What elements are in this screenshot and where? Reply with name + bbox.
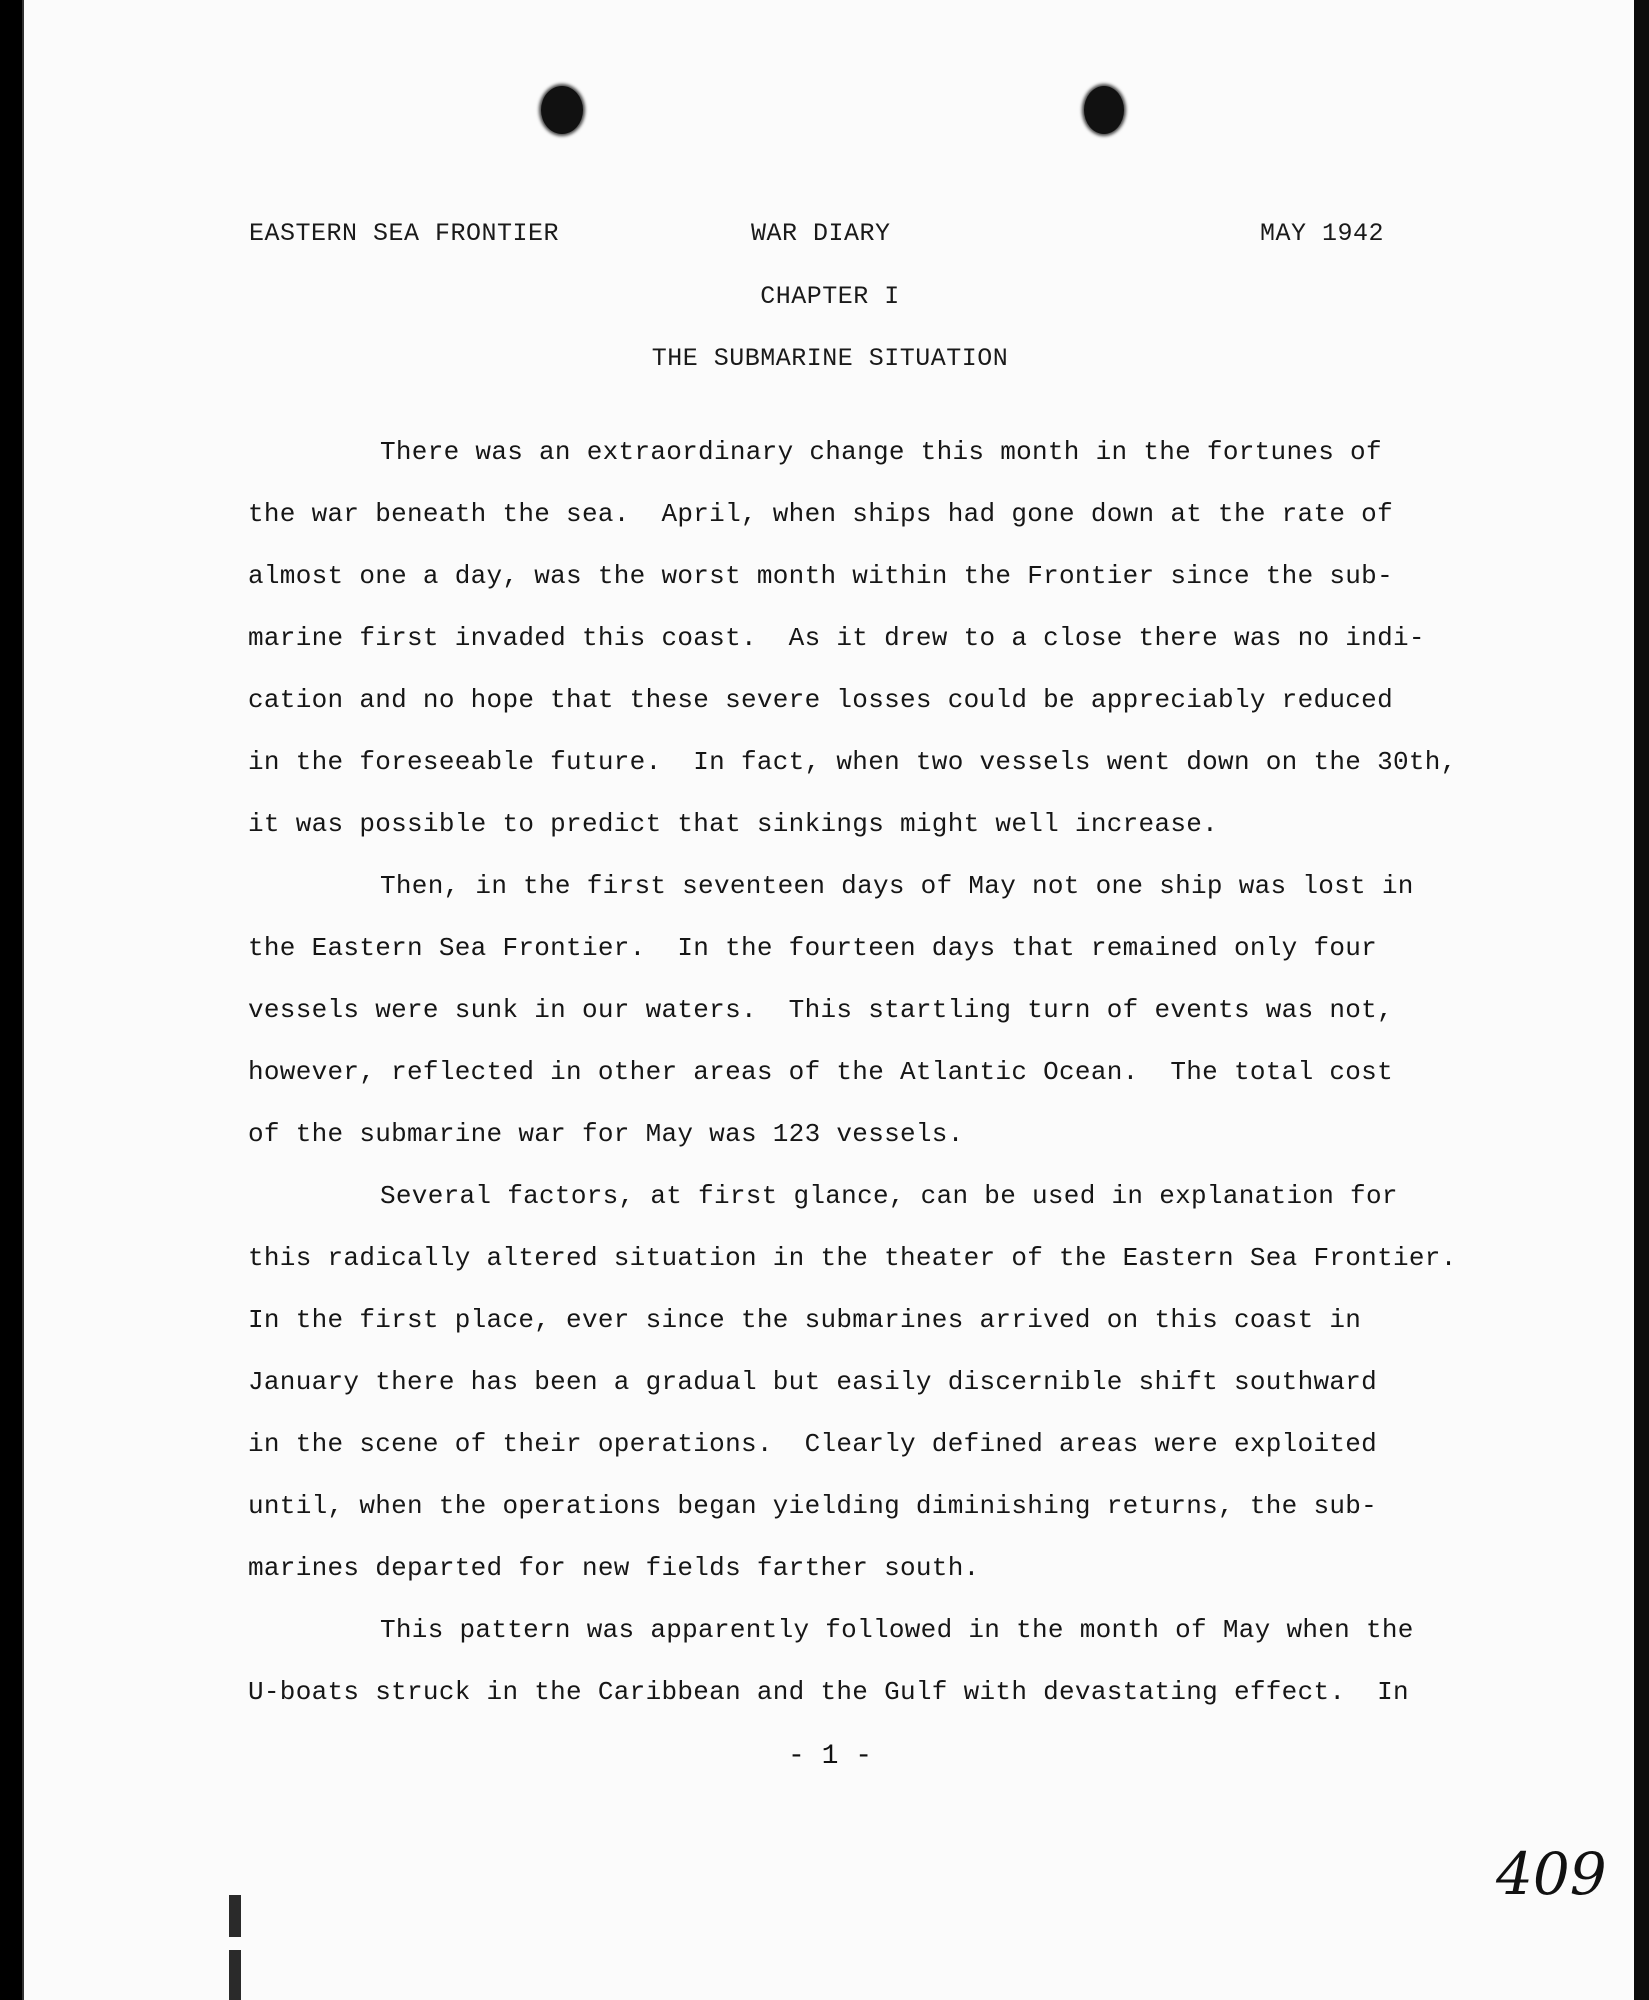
punch-hole-left xyxy=(541,86,583,134)
punch-hole-right xyxy=(1084,86,1124,134)
chapter-heading: CHAPTER I xyxy=(760,282,900,311)
body-line: of the submarine war for May was 123 vessels. xyxy=(248,1119,964,1149)
body-line: In the first place, ever since the submarines arrived on this coast in xyxy=(248,1305,1362,1335)
body-line: There was an extraordinary change this month in the fortunes of xyxy=(380,437,1382,467)
body-line: however, reflected in other areas of the Atlantic Ocean. The total cost xyxy=(248,1057,1393,1087)
body-line: This pattern was apparently followed in the month of May when the xyxy=(380,1615,1414,1645)
header-date: MAY 1942 xyxy=(1260,219,1385,248)
document-header xyxy=(24,219,1636,251)
header-organization: EASTERN SEA FRONTIER xyxy=(249,219,560,248)
body-line: in the scene of their operations. Clearly defined areas were exploited xyxy=(248,1429,1378,1459)
body-line: U-boats struck in the Caribbean and the Gulf with devastating effect. In xyxy=(248,1677,1409,1707)
page-number: - 1 - xyxy=(787,1741,872,1772)
body-line: Then, in the first seventeen days of May not one ship was lost in xyxy=(380,871,1414,901)
body-line: marines departed for new fields farther south. xyxy=(248,1553,980,1583)
body-line: the Eastern Sea Frontier. In the fourteen days that remained only four xyxy=(248,933,1378,963)
body-line: this radically altered situation in the theater of the Eastern Sea Frontier. xyxy=(248,1243,1457,1273)
body-line: until, when the operations began yielding diminishing returns, the sub- xyxy=(248,1491,1378,1521)
body-line: almost one a day, was the worst month within the Frontier since the sub- xyxy=(248,561,1393,591)
body-line: it was possible to predict that sinkings might well increase. xyxy=(248,809,1219,839)
body-line: vessels were sunk in our waters. This startling turn of events was not, xyxy=(248,995,1393,1025)
document-page xyxy=(22,0,1636,2000)
section-title: THE SUBMARINE SITUATION xyxy=(651,344,1009,373)
binding-mark xyxy=(229,1950,241,2000)
scan-edge xyxy=(1634,0,1649,2000)
body-line: marine first invaded this coast. As it drew to a close there was no indi- xyxy=(248,623,1425,653)
handwritten-page-number: 409 xyxy=(1496,1840,1607,1908)
binding-mark xyxy=(229,1895,241,1937)
body-line: January there has been a gradual but easily discernible shift southward xyxy=(248,1367,1378,1397)
body-line: the war beneath the sea. April, when ships had gone down at the rate of xyxy=(248,499,1393,529)
body-line: cation and no hope that these severe losses could be appreciably reduced xyxy=(248,685,1393,715)
body-line: Several factors, at first glance, can be used in explanation for xyxy=(380,1181,1398,1211)
header-document-type: WAR DIARY xyxy=(751,219,891,248)
body-line: in the foreseeable future. In fact, when two vessels went down on the 30th, xyxy=(248,747,1457,777)
